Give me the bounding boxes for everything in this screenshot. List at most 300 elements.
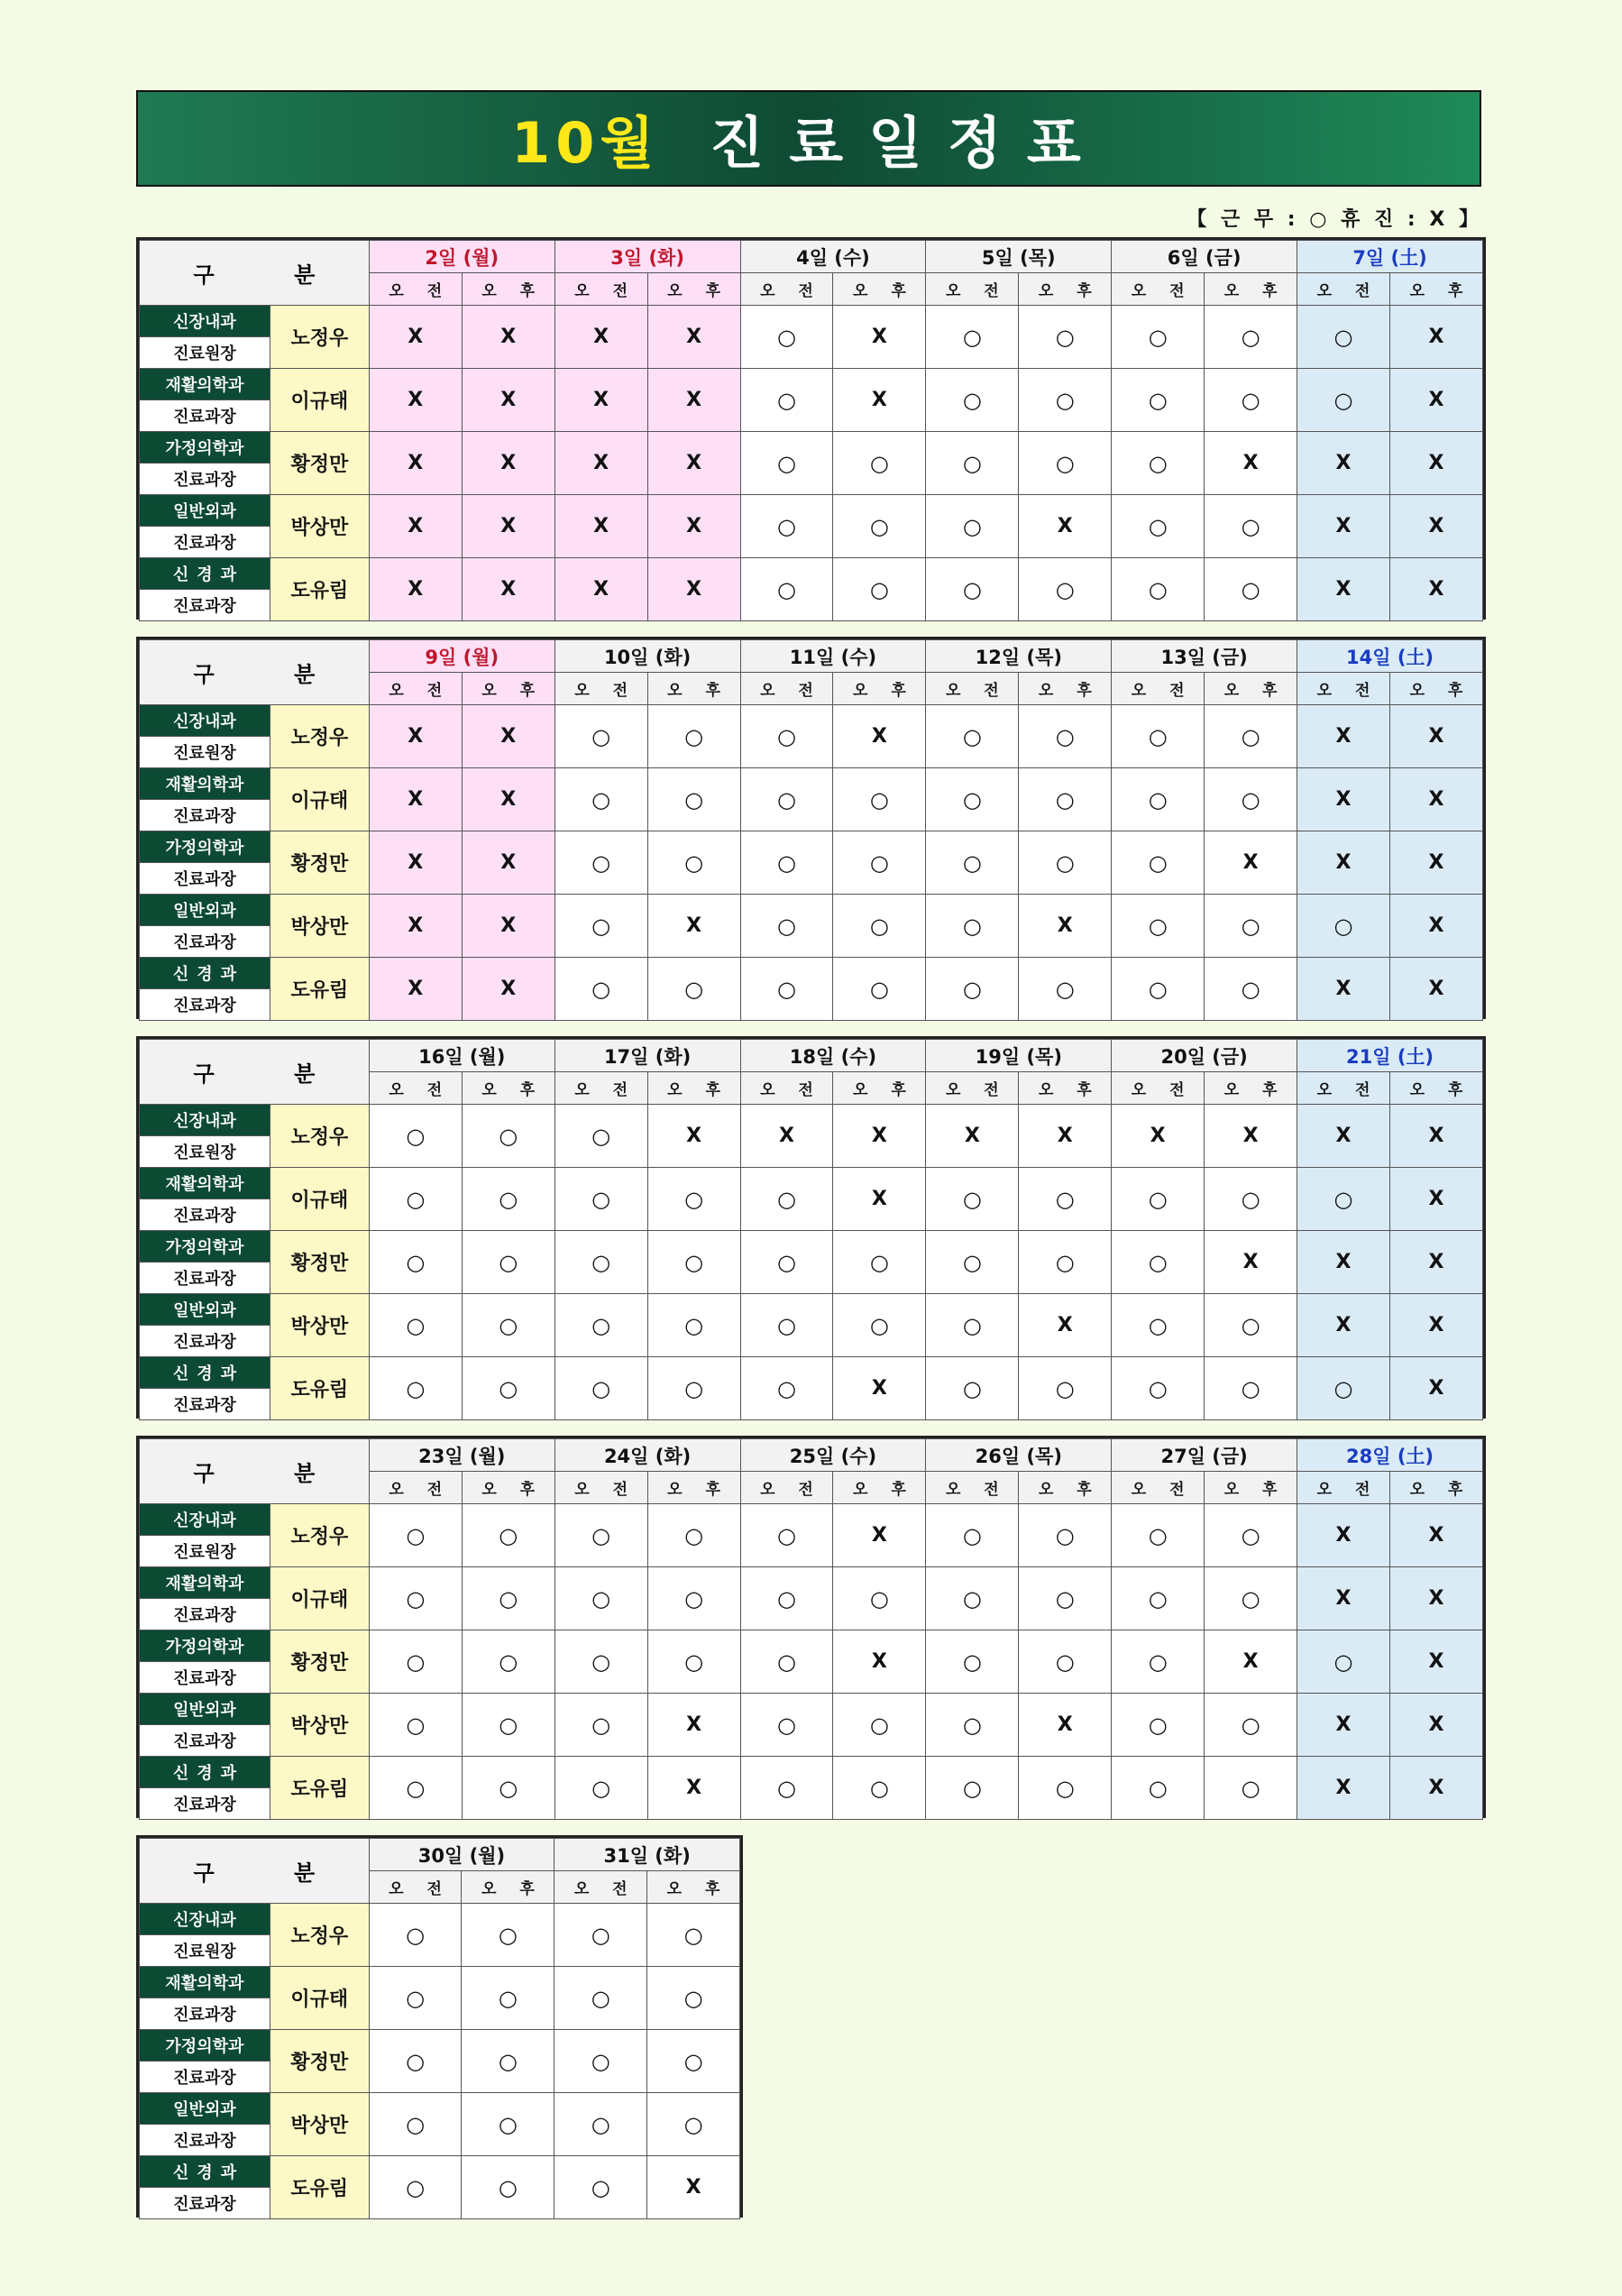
on-duty-mark: ○ <box>740 705 833 768</box>
date-header: 14일 (土) <box>1297 640 1483 673</box>
on-duty-mark: ○ <box>1205 1504 1297 1567</box>
date-header: 7일 (土) <box>1297 241 1483 273</box>
morning-slot-header: 오 전 <box>554 1871 647 1904</box>
on-duty-mark: ○ <box>1019 1168 1112 1231</box>
on-duty-mark: ○ <box>926 495 1019 558</box>
morning-slot-header: 오 전 <box>926 1072 1019 1105</box>
morning-slot-header: 오 전 <box>1297 1472 1390 1504</box>
on-duty-mark: ○ <box>1205 768 1297 831</box>
date-header: 6일 (금) <box>1112 241 1297 273</box>
off-duty-mark: X <box>462 705 554 768</box>
doctor-name: 황정만 <box>270 1231 369 1294</box>
on-duty-mark: ○ <box>926 1630 1019 1694</box>
off-duty-mark: X <box>833 1630 926 1694</box>
doctor-name: 노정우 <box>270 1504 369 1567</box>
week-schedule-table <box>136 1036 1486 1419</box>
morning-slot-header: 오 전 <box>369 673 462 705</box>
off-duty-mark: X <box>369 705 462 768</box>
off-duty-mark: X <box>369 369 462 432</box>
off-duty-mark: X <box>1389 432 1482 495</box>
on-duty-mark: ○ <box>554 1504 647 1567</box>
afternoon-slot-header: 오 후 <box>1205 1072 1297 1105</box>
off-duty-mark: X <box>462 558 554 621</box>
on-duty-mark: ○ <box>1297 1357 1390 1420</box>
off-duty-mark: X <box>1019 895 1112 958</box>
on-duty-mark: ○ <box>1019 1630 1112 1694</box>
doctor-name: 이규태 <box>270 1967 369 2030</box>
off-duty-mark: X <box>1297 1757 1390 1820</box>
on-duty-mark: ○ <box>369 1231 462 1294</box>
doctor-title: 진료과장 <box>140 2062 270 2093</box>
date-header: 16일 (월) <box>369 1040 554 1072</box>
on-duty-mark: ○ <box>740 1168 833 1231</box>
off-duty-mark: X <box>1019 1105 1112 1168</box>
on-duty-mark: ○ <box>1112 369 1205 432</box>
on-duty-mark: ○ <box>1297 1630 1390 1694</box>
page-title-banner <box>136 90 1481 187</box>
department-label: 신장내과 <box>140 1105 270 1136</box>
doctor-title: 진료과장 <box>140 800 270 831</box>
on-duty-mark: ○ <box>833 558 926 621</box>
on-duty-mark: ○ <box>369 2030 462 2093</box>
date-header: 28일 (土) <box>1297 1439 1483 1472</box>
date-header: 17일 (화) <box>554 1040 740 1072</box>
off-duty-mark: X <box>1389 1630 1482 1694</box>
off-duty-mark: X <box>1297 432 1390 495</box>
on-duty-mark: ○ <box>833 768 926 831</box>
week-schedule-table <box>136 637 1486 1019</box>
off-duty-mark: X <box>1389 495 1482 558</box>
doctor-name: 노정우 <box>270 705 369 768</box>
morning-slot-header: 오 전 <box>554 273 647 306</box>
off-duty-mark: X <box>1019 495 1112 558</box>
on-duty-mark: ○ <box>369 1294 462 1357</box>
off-duty-mark: X <box>647 306 740 369</box>
on-duty-mark: ○ <box>926 768 1019 831</box>
morning-slot-header: 오 전 <box>1297 1072 1390 1105</box>
doctor-title: 진료과장 <box>140 2125 270 2156</box>
doctor-name: 이규태 <box>270 369 369 432</box>
off-duty-mark: X <box>1389 768 1482 831</box>
doctor-title: 진료과장 <box>140 1788 270 1820</box>
corner-label: 구 분 <box>140 1839 370 1904</box>
on-duty-mark: ○ <box>1205 495 1297 558</box>
off-duty-mark: X <box>1389 895 1482 958</box>
on-duty-mark: ○ <box>647 1904 740 1967</box>
off-duty-mark: X <box>1389 306 1482 369</box>
on-duty-mark: ○ <box>1205 1694 1297 1757</box>
department-label: 신경과 <box>140 2156 270 2188</box>
doctor-name: 박상만 <box>270 895 369 958</box>
afternoon-slot-header: 오 후 <box>647 273 740 306</box>
date-header: 2일 (월) <box>369 241 554 273</box>
off-duty-mark: X <box>369 958 462 1021</box>
on-duty-mark: ○ <box>369 1567 462 1630</box>
off-duty-mark: X <box>1389 1168 1482 1231</box>
on-duty-mark: ○ <box>554 1231 647 1294</box>
on-duty-mark: ○ <box>1019 369 1112 432</box>
off-duty-mark: X <box>462 306 554 369</box>
doctor-name: 박상만 <box>270 1294 369 1357</box>
on-duty-mark: ○ <box>647 1567 740 1630</box>
date-header: 31일 (화) <box>554 1839 740 1871</box>
on-duty-mark: ○ <box>833 1567 926 1630</box>
on-duty-mark: ○ <box>554 831 647 895</box>
doctor-title: 진료과장 <box>140 1263 270 1294</box>
on-duty-mark: ○ <box>740 768 833 831</box>
on-duty-mark: ○ <box>740 1694 833 1757</box>
morning-slot-header: 오 전 <box>369 1472 462 1504</box>
off-duty-mark: X <box>647 558 740 621</box>
on-duty-mark: ○ <box>647 1357 740 1420</box>
on-duty-mark: ○ <box>740 1294 833 1357</box>
afternoon-slot-header: 오 후 <box>647 1072 740 1105</box>
morning-slot-header: 오 전 <box>369 1072 462 1105</box>
doctor-name: 노정우 <box>270 306 369 369</box>
off-duty-mark: X <box>1297 1567 1390 1630</box>
afternoon-slot-header: 오 후 <box>462 673 554 705</box>
on-duty-mark: ○ <box>554 1357 647 1420</box>
on-duty-mark: ○ <box>1297 306 1390 369</box>
on-duty-mark: ○ <box>1205 1357 1297 1420</box>
morning-slot-header: 오 전 <box>926 1472 1019 1504</box>
on-duty-mark: ○ <box>462 1504 554 1567</box>
date-header: 24일 (화) <box>554 1439 740 1472</box>
on-duty-mark: ○ <box>554 1105 647 1168</box>
on-duty-mark: ○ <box>554 2030 647 2093</box>
on-duty-mark: ○ <box>926 831 1019 895</box>
week-schedule-table <box>136 237 1486 620</box>
off-duty-mark: X <box>833 1168 926 1231</box>
date-header: 12일 (목) <box>926 640 1112 673</box>
date-header: 25일 (수) <box>740 1439 926 1472</box>
off-duty-mark: X <box>1019 1694 1112 1757</box>
doctor-title: 진료과장 <box>140 2188 270 2219</box>
on-duty-mark: ○ <box>554 1168 647 1231</box>
on-duty-mark: ○ <box>1019 432 1112 495</box>
morning-slot-header: 오 전 <box>740 1472 833 1504</box>
on-duty-mark: ○ <box>1112 831 1205 895</box>
doctor-name: 도유림 <box>270 558 369 621</box>
off-duty-mark: X <box>1389 831 1482 895</box>
on-duty-mark: ○ <box>1205 1294 1297 1357</box>
on-duty-mark: ○ <box>462 2093 554 2156</box>
department-label: 일반외과 <box>140 2093 270 2125</box>
on-duty-mark: ○ <box>740 432 833 495</box>
corner-label: 구 분 <box>140 640 370 705</box>
date-header: 19일 (목) <box>926 1040 1112 1072</box>
corner-label: 구 분 <box>140 1439 370 1504</box>
on-duty-mark: ○ <box>369 1357 462 1420</box>
on-duty-mark: ○ <box>462 1567 554 1630</box>
on-duty-mark: ○ <box>647 1168 740 1231</box>
off-duty-mark: X <box>462 432 554 495</box>
afternoon-slot-header: 오 후 <box>1019 673 1112 705</box>
off-duty-mark: X <box>1389 1357 1482 1420</box>
on-duty-mark: ○ <box>647 1504 740 1567</box>
doctor-title: 진료원장 <box>140 1536 270 1567</box>
doctor-title: 진료과장 <box>140 1998 270 2030</box>
doctor-name: 황정만 <box>270 432 369 495</box>
on-duty-mark: ○ <box>1112 1231 1205 1294</box>
off-duty-mark: X <box>1389 958 1482 1021</box>
on-duty-mark: ○ <box>833 1231 926 1294</box>
on-duty-mark: ○ <box>554 1630 647 1694</box>
department-label: 재활의학과 <box>140 369 270 400</box>
off-duty-mark: X <box>554 306 647 369</box>
off-duty-mark: X <box>1389 1504 1482 1567</box>
afternoon-slot-header: 오 후 <box>647 673 740 705</box>
on-duty-mark: ○ <box>1112 1757 1205 1820</box>
on-duty-mark: ○ <box>369 2093 462 2156</box>
afternoon-slot-header: 오 후 <box>833 1472 926 1504</box>
off-duty-mark: X <box>647 432 740 495</box>
morning-slot-header: 오 전 <box>369 1871 462 1904</box>
on-duty-mark: ○ <box>1112 495 1205 558</box>
morning-slot-header: 오 전 <box>1297 273 1390 306</box>
department-label: 신장내과 <box>140 1504 270 1536</box>
afternoon-slot-header: 오 후 <box>833 273 926 306</box>
off-duty-mark: X <box>369 495 462 558</box>
off-duty-mark: X <box>1205 432 1297 495</box>
afternoon-slot-header: 오 후 <box>1389 673 1482 705</box>
on-duty-mark: ○ <box>462 1231 554 1294</box>
off-duty-mark: X <box>1297 705 1390 768</box>
on-duty-mark: ○ <box>554 1694 647 1757</box>
on-duty-mark: ○ <box>647 1630 740 1694</box>
date-header: 27일 (금) <box>1112 1439 1297 1472</box>
off-duty-mark: X <box>369 558 462 621</box>
doctor-title: 진료과장 <box>140 1199 270 1231</box>
on-duty-mark: ○ <box>1019 768 1112 831</box>
on-duty-mark: ○ <box>740 558 833 621</box>
afternoon-slot-header: 오 후 <box>1389 1072 1482 1105</box>
on-duty-mark: ○ <box>1205 558 1297 621</box>
on-duty-mark: ○ <box>554 2093 647 2156</box>
on-duty-mark: ○ <box>1112 1567 1205 1630</box>
off-duty-mark: X <box>647 895 740 958</box>
doctor-title: 진료과장 <box>140 926 270 958</box>
on-duty-mark: ○ <box>369 1694 462 1757</box>
off-duty-mark: X <box>369 895 462 958</box>
on-duty-mark: ○ <box>926 1168 1019 1231</box>
department-label: 가정의학과 <box>140 831 270 863</box>
off-duty-mark: X <box>369 306 462 369</box>
afternoon-slot-header: 오 후 <box>1205 273 1297 306</box>
on-duty-mark: ○ <box>740 1504 833 1567</box>
on-duty-mark: ○ <box>833 1694 926 1757</box>
off-duty-mark: X <box>1205 1105 1297 1168</box>
afternoon-slot-header: 오 후 <box>462 273 554 306</box>
morning-slot-header: 오 전 <box>1112 1472 1205 1504</box>
off-duty-mark: X <box>1205 831 1297 895</box>
on-duty-mark: ○ <box>369 1105 462 1168</box>
off-duty-mark: X <box>1389 1757 1482 1820</box>
week-schedule-table <box>136 1835 743 2218</box>
afternoon-slot-header: 오 후 <box>1019 1472 1112 1504</box>
off-duty-mark: X <box>554 495 647 558</box>
off-duty-mark: X <box>554 558 647 621</box>
title-text: 진료일정표 <box>710 110 1106 176</box>
morning-slot-header: 오 전 <box>1112 673 1205 705</box>
on-duty-mark: ○ <box>647 958 740 1021</box>
corner-label: 구 분 <box>140 1040 370 1105</box>
department-label: 일반외과 <box>140 1294 270 1326</box>
doctor-name: 노정우 <box>270 1904 369 1967</box>
on-duty-mark: ○ <box>1019 1357 1112 1420</box>
on-duty-mark: ○ <box>1019 558 1112 621</box>
doctor-title: 진료원장 <box>140 1935 270 1967</box>
date-header: 10일 (화) <box>554 640 740 673</box>
morning-slot-header: 오 전 <box>926 673 1019 705</box>
off-duty-mark: X <box>1297 958 1390 1021</box>
doctor-name: 황정만 <box>270 1630 369 1694</box>
on-duty-mark: ○ <box>1112 1630 1205 1694</box>
off-duty-mark: X <box>833 1357 926 1420</box>
afternoon-slot-header: 오 후 <box>833 1072 926 1105</box>
off-duty-mark: X <box>1205 1231 1297 1294</box>
on-duty-mark: ○ <box>554 705 647 768</box>
on-duty-mark: ○ <box>554 768 647 831</box>
on-duty-mark: ○ <box>740 1357 833 1420</box>
date-header: 23일 (월) <box>369 1439 554 1472</box>
date-header: 18일 (수) <box>740 1040 926 1072</box>
doctor-name: 박상만 <box>270 2093 369 2156</box>
afternoon-slot-header: 오 후 <box>1019 1072 1112 1105</box>
on-duty-mark: ○ <box>462 1694 554 1757</box>
off-duty-mark: X <box>1112 1105 1205 1168</box>
off-duty-mark: X <box>1297 1105 1390 1168</box>
doctor-name: 황정만 <box>270 831 369 895</box>
on-duty-mark: ○ <box>926 1504 1019 1567</box>
department-label: 신장내과 <box>140 306 270 337</box>
on-duty-mark: ○ <box>647 2030 740 2093</box>
doctor-name: 도유림 <box>270 1357 369 1420</box>
off-duty-mark: X <box>647 1694 740 1757</box>
off-duty-mark: X <box>462 369 554 432</box>
afternoon-slot-header: 오 후 <box>462 1072 554 1105</box>
off-duty-mark: X <box>833 705 926 768</box>
off-duty-mark: X <box>1389 369 1482 432</box>
doctor-title: 진료과장 <box>140 1725 270 1757</box>
on-duty-mark: ○ <box>647 705 740 768</box>
doctor-title: 진료원장 <box>140 337 270 369</box>
off-duty-mark: X <box>1297 1504 1390 1567</box>
on-duty-mark: ○ <box>369 2156 462 2219</box>
on-duty-mark: ○ <box>1112 1504 1205 1567</box>
on-duty-mark: ○ <box>1112 1694 1205 1757</box>
off-duty-mark: X <box>1389 705 1482 768</box>
off-duty-mark: X <box>1389 558 1482 621</box>
morning-slot-header: 오 전 <box>1112 1072 1205 1105</box>
on-duty-mark: ○ <box>1112 705 1205 768</box>
on-duty-mark: ○ <box>833 831 926 895</box>
on-duty-mark: ○ <box>554 895 647 958</box>
on-duty-mark: ○ <box>369 1504 462 1567</box>
doctor-name: 박상만 <box>270 495 369 558</box>
on-duty-mark: ○ <box>369 1967 462 2030</box>
on-duty-mark: ○ <box>740 831 833 895</box>
off-duty-mark: X <box>833 369 926 432</box>
date-header: 4일 (수) <box>740 241 926 273</box>
on-duty-mark: ○ <box>833 495 926 558</box>
on-duty-mark: ○ <box>554 2156 647 2219</box>
on-duty-mark: ○ <box>926 306 1019 369</box>
on-duty-mark: ○ <box>1205 895 1297 958</box>
department-label: 일반외과 <box>140 1694 270 1725</box>
afternoon-slot-header: 오 후 <box>833 673 926 705</box>
on-duty-mark: ○ <box>462 2156 554 2219</box>
doctor-title: 진료과장 <box>140 590 270 621</box>
department-label: 일반외과 <box>140 895 270 926</box>
on-duty-mark: ○ <box>462 1967 554 2030</box>
afternoon-slot-header: 오 후 <box>1389 273 1482 306</box>
morning-slot-header: 오 전 <box>369 273 462 306</box>
department-label: 재활의학과 <box>140 1168 270 1199</box>
off-duty-mark: X <box>1297 558 1390 621</box>
date-header: 5일 (목) <box>926 241 1112 273</box>
on-duty-mark: ○ <box>1019 1757 1112 1820</box>
off-duty-mark: X <box>1389 1231 1482 1294</box>
afternoon-slot-header: 오 후 <box>462 1871 554 1904</box>
on-duty-mark: ○ <box>740 895 833 958</box>
on-duty-mark: ○ <box>1205 1567 1297 1630</box>
on-duty-mark: ○ <box>926 1357 1019 1420</box>
department-label: 신경과 <box>140 1757 270 1788</box>
on-duty-mark: ○ <box>1112 558 1205 621</box>
on-duty-mark: ○ <box>1019 1567 1112 1630</box>
off-duty-mark: X <box>462 895 554 958</box>
on-duty-mark: ○ <box>833 958 926 1021</box>
department-label: 재활의학과 <box>140 1967 270 1998</box>
department-label: 가정의학과 <box>140 1630 270 1662</box>
on-duty-mark: ○ <box>926 1294 1019 1357</box>
morning-slot-header: 오 전 <box>1297 673 1390 705</box>
on-duty-mark: ○ <box>740 369 833 432</box>
off-duty-mark: X <box>833 1504 926 1567</box>
off-duty-mark: X <box>1205 1630 1297 1694</box>
off-duty-mark: X <box>647 2156 740 2219</box>
date-header: 9일 (월) <box>369 640 554 673</box>
off-duty-mark: X <box>462 831 554 895</box>
on-duty-mark: ○ <box>1019 1504 1112 1567</box>
on-duty-mark: ○ <box>462 2030 554 2093</box>
on-duty-mark: ○ <box>1112 1294 1205 1357</box>
off-duty-mark: X <box>1297 1294 1390 1357</box>
on-duty-mark: ○ <box>1019 958 1112 1021</box>
morning-slot-header: 오 전 <box>554 673 647 705</box>
on-duty-mark: ○ <box>926 1231 1019 1294</box>
on-duty-mark: ○ <box>554 1757 647 1820</box>
department-label: 신경과 <box>140 1357 270 1389</box>
doctor-title: 진료과장 <box>140 464 270 495</box>
morning-slot-header: 오 전 <box>740 1072 833 1105</box>
on-duty-mark: ○ <box>1019 1231 1112 1294</box>
off-duty-mark: X <box>1389 1694 1482 1757</box>
off-duty-mark: X <box>647 1757 740 1820</box>
doctor-title: 진료원장 <box>140 1136 270 1168</box>
on-duty-mark: ○ <box>462 1357 554 1420</box>
on-duty-mark: ○ <box>647 1231 740 1294</box>
department-label: 신경과 <box>140 958 270 989</box>
on-duty-mark: ○ <box>1112 1357 1205 1420</box>
department-label: 신장내과 <box>140 705 270 737</box>
off-duty-mark: X <box>369 768 462 831</box>
doctor-name: 도유림 <box>270 1757 369 1820</box>
afternoon-slot-header: 오 후 <box>1205 673 1297 705</box>
off-duty-mark: X <box>462 495 554 558</box>
on-duty-mark: ○ <box>1112 768 1205 831</box>
